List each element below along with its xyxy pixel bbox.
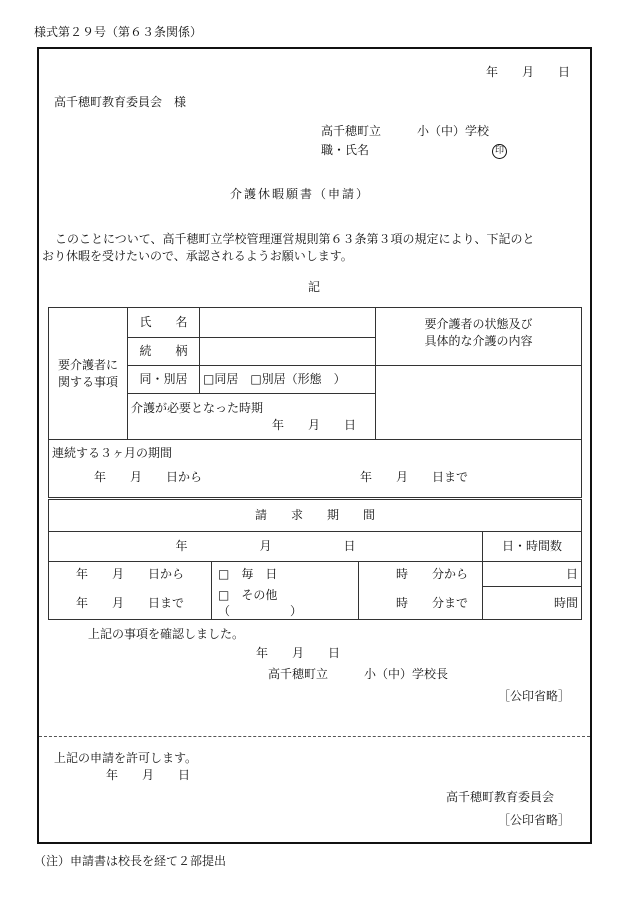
care-recipient-group-label: 要介護者に 関する事項 xyxy=(49,308,128,440)
form-number: 様式第２９号（第６３条関係） xyxy=(34,25,203,39)
applicant-school: 高千穂町立 小（中）学校 xyxy=(321,124,490,138)
body-text-line-1: このことについて、高千穂町立学校管理運営規則第６３条第３項の規定により、下記のと xyxy=(55,232,535,246)
board-date: 年 月 日 xyxy=(106,768,191,782)
relation-field[interactable] xyxy=(200,338,376,366)
principal-confirm: 上記の事項を確認しました。 xyxy=(88,627,245,641)
every-day-checkbox[interactable]: □ 毎 日 xyxy=(212,562,359,587)
to-date[interactable]: 年 月 日まで xyxy=(49,587,212,620)
time-from[interactable]: 時 分から xyxy=(359,562,483,587)
principal-seal-note: ［公印省略］ xyxy=(498,689,571,703)
board-permit: 上記の申請を許可します。 xyxy=(54,751,198,765)
seal-icon: 印 xyxy=(492,143,507,159)
hour-count[interactable]: 時間 xyxy=(483,587,582,620)
period-label: 連続する３ヶ月の期間 xyxy=(52,446,173,460)
board-name: 高千穂町教育委員会 xyxy=(446,790,555,804)
ki-mark: 記 xyxy=(308,280,321,294)
footnote: （注）申請書は校長を経て２部提出 xyxy=(34,854,227,868)
living-options[interactable]: □同居 □別居（形態 ） xyxy=(200,366,376,394)
time-to[interactable]: 時 分まで xyxy=(359,587,483,620)
count-header: 日・時間数 xyxy=(483,532,582,562)
form-title: 介護休暇願書（申請） xyxy=(230,187,371,201)
other-checkbox[interactable]: □ その他（ ） xyxy=(212,587,359,620)
condition-field[interactable] xyxy=(376,366,582,440)
relation-label: 続 柄 xyxy=(128,338,200,366)
period-to[interactable]: 年 月 日まで xyxy=(360,470,469,485)
living-label: 同・別居 xyxy=(128,366,200,394)
name-label: 氏 名 xyxy=(128,308,200,338)
name-field[interactable] xyxy=(200,308,376,338)
period-cell xyxy=(49,440,582,498)
principal-date: 年 月 日 xyxy=(256,646,341,660)
body-text-line-2: おり休暇を受けたいので、承認されるようお願いします。 xyxy=(42,249,353,263)
dashed-divider xyxy=(39,736,590,737)
request-period-table xyxy=(48,499,582,620)
applicant-name-label: 職・氏名 xyxy=(321,143,370,157)
need-time-cell xyxy=(128,394,376,440)
condition-label: 要介護者の状態及び 具体的な介護の内容 xyxy=(376,308,582,366)
day-count[interactable]: 日 xyxy=(483,562,582,587)
date-header: 年 月 日 xyxy=(49,532,483,562)
care-recipient-table xyxy=(48,307,582,498)
from-date[interactable]: 年 月 日から xyxy=(49,562,212,587)
need-time-label: 介護が必要となった時期 xyxy=(131,401,264,416)
principal-school: 高千穂町立 小（中）学校長 xyxy=(268,667,449,681)
need-time-date[interactable]: 年 月 日 xyxy=(271,417,356,432)
request-period-header: 請 求 期 間 xyxy=(49,500,582,532)
period-from[interactable]: 年 月 日から xyxy=(94,470,203,485)
submission-date: 年 月 日 xyxy=(486,65,571,79)
addressee: 高千穂町教育委員会 様 xyxy=(54,95,187,109)
board-seal-note: ［公印省略］ xyxy=(498,813,571,827)
